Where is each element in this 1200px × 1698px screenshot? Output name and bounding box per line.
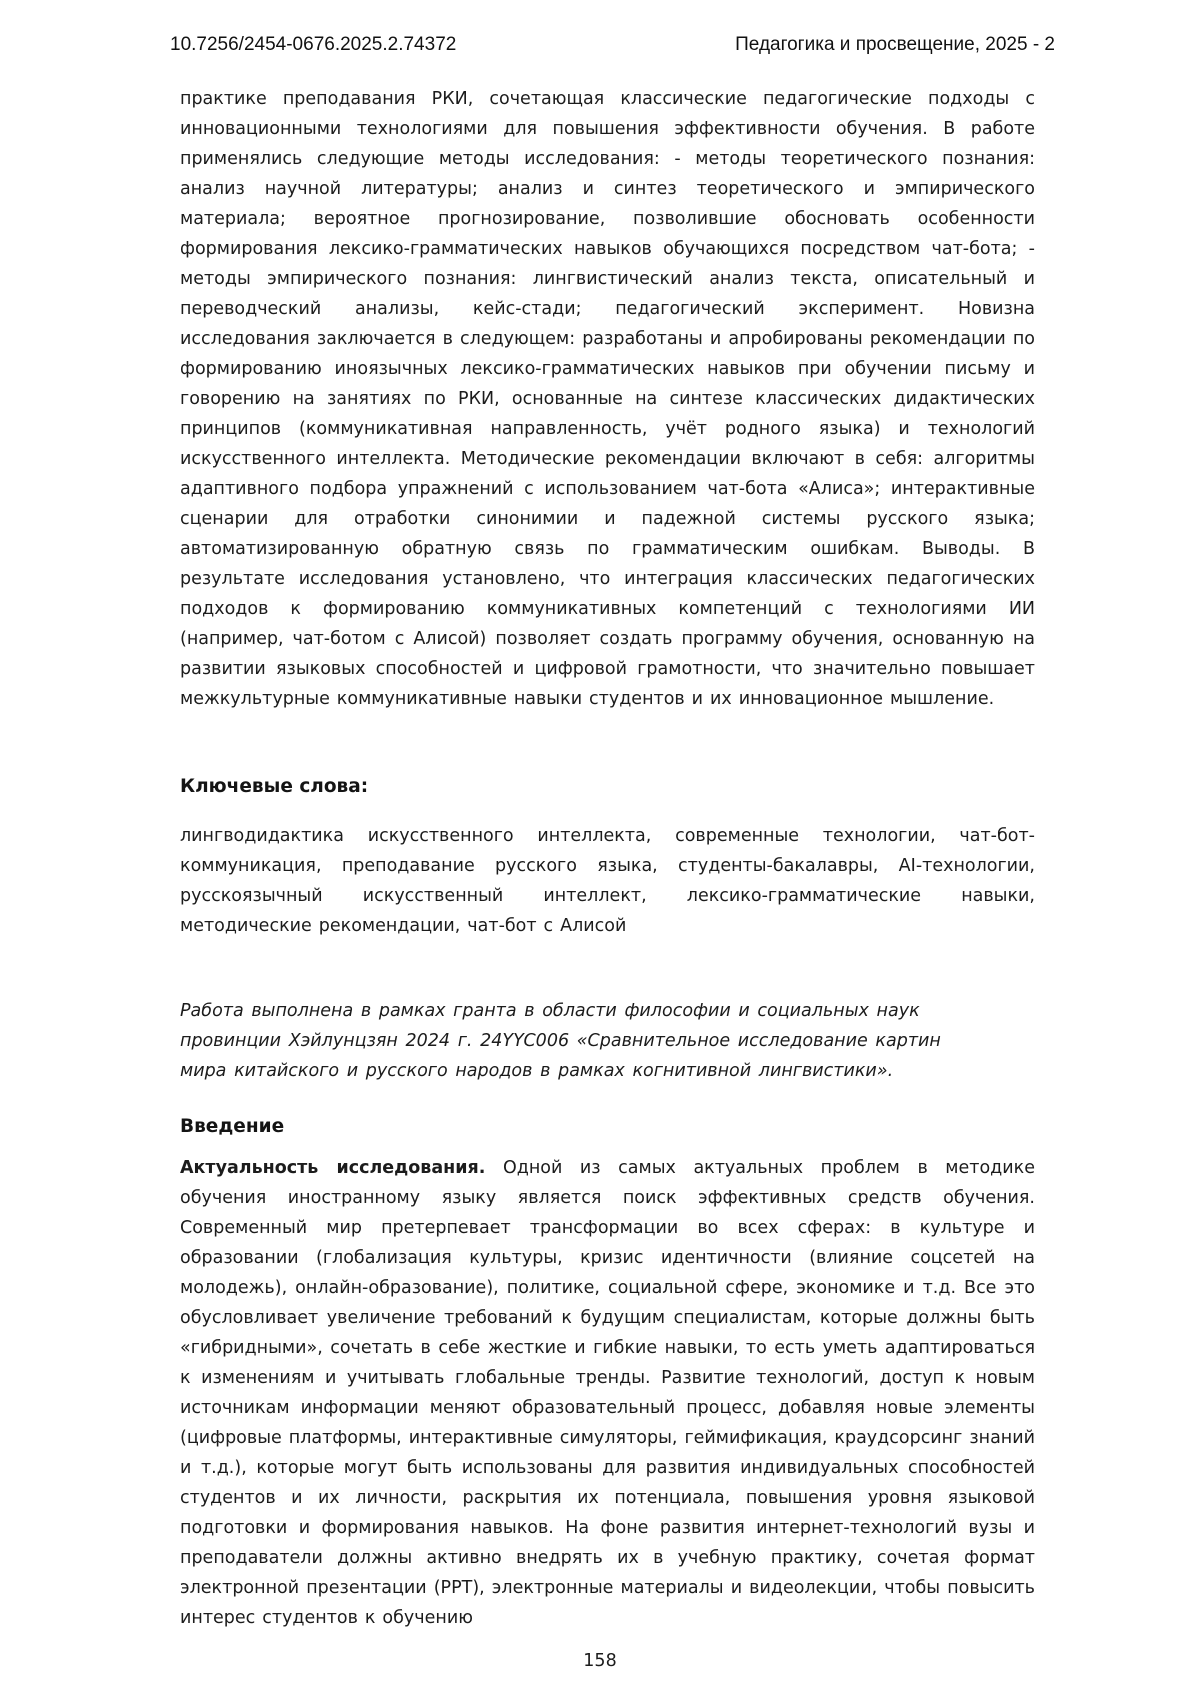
page-header bbox=[0, 34, 1200, 56]
page-footer bbox=[0, 1651, 1200, 1671]
keywords-paragraph: лингводидактика искусственного интеллекта, современные технологии, чат-бот-коммуникация, преподавание русского языка, студенты-бакалавры, AI-технологии, русскоязычный искусственный интеллект, лексико-грамматические навыки, методические рекомендации, чат-бот с Алисой bbox=[180, 826, 1035, 936]
introduction-heading: Введение bbox=[180, 1116, 285, 1137]
introduction-body-text: Одной из самых актуальных проблем в методике обучения иностранному языку является поиск эффективных средств обучения. Современный мир претерпевает трансформации во всех сферах: в культуре и образовании (глобализация культуры, кризис идентичности (влияние соцсетей на молодежь), онлайн-образование), политике, социальной сфере, экономике и т.д. Все это обусловливает увеличение требований к будущим специалистам, которые должны быть «гибридными», сочетать в себе жесткие и гибкие навыки, то есть уметь адаптироваться к изменениям и учитывать глобальные тренды. Развитие технологий, доступ к новым источникам информации меняют образовательный процесс, добавляя новые элементы (цифровые платформы, интерактивные симуляторы, геймификация, краудсорсинг знаний и т.д.), которые могут быть использованы для развития индивидуальных способностей студентов и их личности, раскрытия их потенциала, повышения уровня языковой подготовки и формирования навыков. На фоне развития интернет-технологий вузы и преподаватели должны активно внедрять их в учебную практику, сочетая формат электронной презентации (PPT), электронные материалы и видеолекции, чтобы повысить интерес студентов к обучению bbox=[180, 1158, 1035, 1628]
introduction-lead-bold: Актуальность исследования. bbox=[180, 1158, 486, 1178]
introduction-paragraph bbox=[180, 1153, 1035, 1633]
grant-acknowledgment: Работа выполнена в рамках гранта в области философии и социальных наук провинции Хэйлунцзян 2024 г. 24YYC006 «Сравнительное исследование картин мира китайского и русского народов в рамках когнитивной лингвистики». bbox=[180, 1001, 941, 1081]
keywords-heading: Ключевые слова: bbox=[180, 776, 369, 797]
page-number: 158 bbox=[583, 1651, 617, 1671]
abstract-paragraph: практике преподавания РКИ, сочетающая классические педагогические подходы с инновационными технологиями для повышения эффективности обучения. В работе применялись следующие методы исследования: - методы теоретического познания: анализ научной литературы; анализ и синтез теоретического и эмпирического материала; вероятное прогнозирование, позволившие обосновать особенности формирования лексико-грамматических навыков обучающихся посредством чат-бота; - методы эмпирического познания: лингвистический анализ текста, описательный и переводческий анализы, кейс-стади; педагогический эксперимент. Новизна исследования заключается в следующем: разработаны и апробированы рекомендации по формированию иноязычных лексико-грамматических навыков при обучении письму и говорению на занятиях по РКИ, основанные на синтезе классических дидактических принципов (коммуникативная направленность, учёт родного языка) и технологий искусственного интеллекта. Методические рекомендации включают в себя: алгоритмы адаптивного подбора упражнений с использованием чат-бота «Алиса»; интерактивные сценарии для отработки синонимии и падежной системы русского языка; автоматизированную обратную связь по грамматическим ошибкам. Выводы. В результате исследования установлено, что интеграция классических педагогических подходов к формированию коммуникативных компетенций с технологиями ИИ (например, чат-ботом с Алисой) позволяет создать программу обучения, основанную на развитии языковых способностей и цифровой грамотности, что значительно повышает межкультурные коммуникативные навыки студентов и их инновационное мышление. bbox=[180, 89, 1035, 709]
article-content bbox=[180, 84, 1035, 1633]
journal-title: Педагогика и просвещение, 2025 - 2 bbox=[735, 34, 1055, 55]
doi-text: 10.7256/2454-0676.2025.2.74372 bbox=[170, 34, 457, 55]
